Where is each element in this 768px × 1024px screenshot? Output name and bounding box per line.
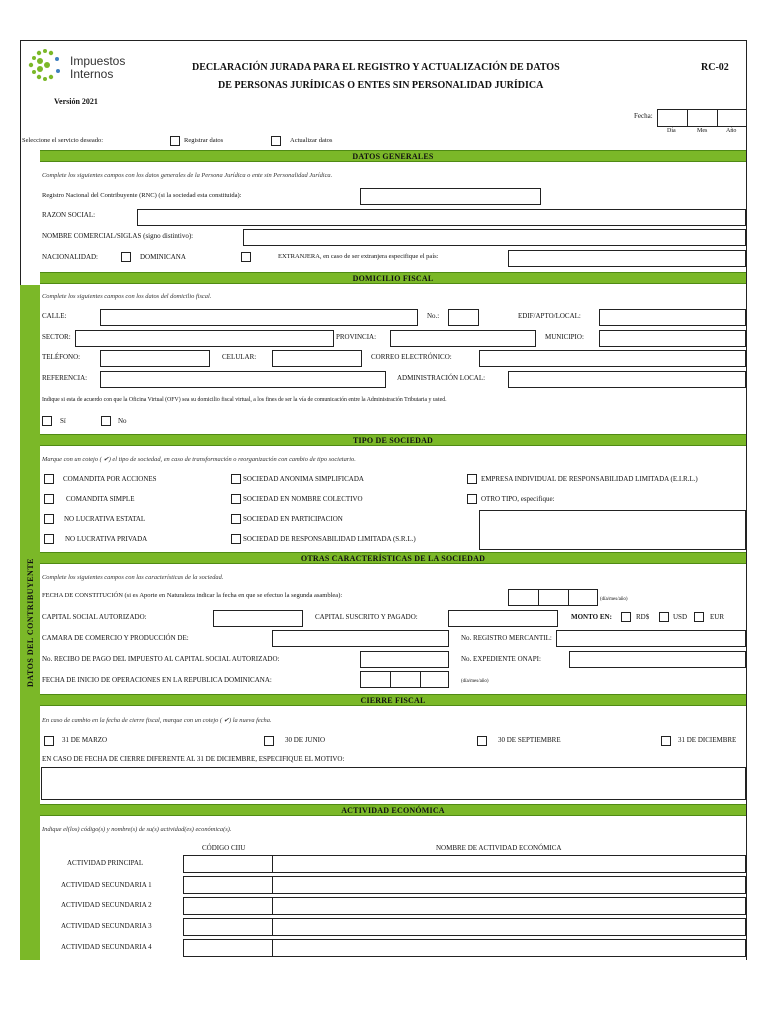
logo-line2: Internos [70, 67, 114, 81]
recibo-label: No. RECIBO DE PAGO DEL IMPUESTO AL CAPITAL SOCIAL AUTORIZADO: [42, 655, 280, 663]
rnc-input[interactable] [360, 188, 541, 205]
actividad-row-label: ACTIVIDAD SECUNDARIA 4 [61, 943, 152, 951]
fecha-mes-input[interactable] [687, 109, 718, 127]
monto-en-label: MONTO EN: [571, 613, 612, 621]
recibo-input[interactable] [360, 651, 449, 668]
cierre-marzo-checkbox[interactable] [44, 736, 54, 746]
cierre-septiembre-checkbox[interactable] [477, 736, 487, 746]
dominicana-checkbox[interactable] [121, 252, 131, 262]
provincia-label: PROVINCIA: [336, 333, 377, 341]
motivo-label: EN CASO DE FECHA DE CIERRE DIFERENTE AL 31 DE DICIEMBRE, ESPECIFIQUE EL MOTIVO: [42, 755, 345, 763]
nombre-comercial-label: NOMBRE COMERCIAL/SIGLAS (signo distintivo): [42, 232, 194, 240]
expediente-label: No. EXPEDIENTE ONAPI: [461, 655, 541, 663]
actividad-row-label: ACTIVIDAD SECUNDARIA 2 [61, 901, 152, 909]
form-title-line2: DE PERSONAS JURÍDICAS O ENTES SIN PERSONALIDAD JURÍDICA [218, 80, 544, 91]
extranjera-checkbox[interactable] [241, 252, 251, 262]
snc-label: SOCIEDAD EN NOMBRE COLECTIVO [243, 495, 363, 503]
referencia-label: REFERENCIA: [42, 374, 88, 382]
dominicana-label: DOMINICANA [140, 253, 186, 261]
correo-input[interactable] [479, 350, 746, 367]
municipio-input[interactable] [599, 330, 746, 347]
edif-label: EDIF/APTO/LOCAL: [518, 312, 581, 320]
actividad-secundaria3-nombre-input[interactable] [272, 918, 746, 936]
cierre-note: En caso de cambio en la fecha de cierre fiscal, marque con un cotejo ( ✔) la nueva fecha. [42, 717, 272, 724]
motivo-input[interactable] [41, 767, 746, 800]
comandita-simple-checkbox[interactable] [44, 494, 54, 504]
sector-input[interactable] [75, 330, 334, 347]
cierre-junio-label: 30 DE JUNIO [285, 736, 326, 744]
fecha-label: Fecha: [634, 112, 653, 120]
srl-label: SOCIEDAD DE RESPONSABILIDAD LIMITADA (S.R.L.) [243, 535, 416, 543]
extranjera-label: EXTRANJERA, en caso de ser extranjera especifique el país: [278, 253, 439, 260]
correo-label: CORREO ELECTRÓNICO: [371, 353, 452, 361]
razon-social-input[interactable] [137, 209, 746, 226]
comandita-acciones-checkbox[interactable] [44, 474, 54, 484]
tipo-sociedad-header: TIPO DE SOCIEDAD [40, 434, 746, 446]
comandita-simple-label: COMANDITA SIMPLE [66, 495, 135, 503]
srl-checkbox[interactable] [231, 534, 241, 544]
datos-generales-note: Complete los siguientes campos con los datos generales de la Persona Jurídica o ente sin Personalidad Jurídica. [42, 172, 333, 179]
registro-mercantil-label: No. REGISTRO MERCANTIL: [461, 634, 552, 642]
no-lucrativa-privada-label: NO LUCRATIVA PRIVADA [65, 535, 148, 543]
camara-label: CAMARA DE COMERCIO Y PRODUCCIÓN DE: [42, 634, 189, 642]
registro-mercantil-input[interactable] [556, 630, 746, 647]
actividad-principal-codigo-input[interactable] [183, 855, 273, 873]
snc-checkbox[interactable] [231, 494, 241, 504]
codigo-ciiu-header: CÓDIGO CIIU [202, 844, 246, 852]
sas-label: SOCIEDAD ANONIMA SIMPLIFICADA [243, 475, 364, 483]
capital-suscrito-input[interactable] [448, 610, 558, 627]
otras-note: Complete los siguientes campos con las características de la sociedad. [42, 574, 224, 581]
registrar-checkbox[interactable] [170, 136, 180, 146]
razon-social-label: RAZON SOCIAL: [42, 211, 96, 219]
fecha-dia-input[interactable] [657, 109, 688, 127]
actividad-row-label: ACTIVIDAD SECUNDARIA 3 [61, 922, 152, 930]
actividad-principal-nombre-input[interactable] [272, 855, 746, 873]
cierre-marzo-label: 31 DE MARZO [62, 736, 108, 744]
celular-input[interactable] [272, 350, 362, 367]
usd-checkbox[interactable] [659, 612, 669, 622]
anio-label: Año [726, 128, 737, 134]
form-code: RC-02 [701, 62, 729, 73]
otro-tipo-checkbox[interactable] [467, 494, 477, 504]
admin-local-input[interactable] [508, 371, 746, 388]
dia-label: Día [667, 128, 676, 134]
datos-generales-header: DATOS GENERALES [40, 150, 746, 162]
inicio-operaciones-input[interactable] [360, 671, 449, 688]
actualizar-checkbox[interactable] [271, 136, 281, 146]
logo [27, 48, 67, 84]
eirl-label: EMPRESA INDIVIDUAL DE RESPONSABILIDAD LIMITADA (E.I.R.L.) [481, 475, 698, 483]
sector-label: SECTOR: [42, 333, 71, 341]
ofv-no-checkbox[interactable] [101, 416, 111, 426]
actividad-secundaria1-nombre-input[interactable] [272, 876, 746, 894]
rnc-label: Registro Nacional del Contribuyente (RNC) (si la sociedad esta constituida): [42, 192, 242, 199]
sun-logo-icon [27, 48, 67, 84]
admin-local-label: ADMINISTRACIÓN LOCAL: [397, 374, 486, 382]
domicilio-note: Complete los siguientes campos con los datos del domicilio fiscal. [42, 293, 212, 300]
eur-checkbox[interactable] [694, 612, 704, 622]
registrar-label: Registrar datos [184, 137, 224, 144]
telefono-input[interactable] [100, 350, 210, 367]
rds-label: RD$ [636, 613, 650, 621]
municipio-label: MUNICIPIO: [545, 333, 584, 341]
fecha-anio-input[interactable] [717, 109, 747, 127]
edif-input[interactable] [599, 309, 746, 326]
mes-label: Mes [697, 128, 708, 134]
actualizar-label: Actualizar datos [290, 137, 333, 144]
actividad-secundaria4-nombre-input[interactable] [272, 939, 746, 957]
actividad-note: Indique el(los) código(s) y nombre(s) de su(s) actividad(es) económica(s). [42, 826, 232, 833]
version: Versión 2021 [54, 97, 98, 106]
cierre-diciembre-label: 31 DE DICIEMBRE [678, 736, 737, 744]
logo-line1: Impuestos [70, 54, 126, 68]
fecha-constitucion-input[interactable] [508, 589, 598, 606]
referencia-input[interactable] [100, 371, 386, 388]
cierre-junio-checkbox[interactable] [264, 736, 274, 746]
capital-suscrito-label: CAPITAL SUSCRITO Y PAGADO: [315, 613, 418, 621]
numero-label: No.: [427, 312, 440, 320]
actividad-row-label: ACTIVIDAD SECUNDARIA 1 [61, 881, 152, 889]
actividad-economica-header: ACTIVIDAD ECONÓMICA [40, 804, 746, 816]
actividad-secundaria2-codigo-input[interactable] [183, 897, 273, 915]
numero-input[interactable] [448, 309, 479, 326]
nombre-comercial-input[interactable] [243, 229, 746, 246]
telefono-label: TELÉFONO: [42, 353, 81, 361]
actividad-row-label: ACTIVIDAD PRINCIPAL [67, 859, 144, 867]
provincia-input[interactable] [390, 330, 536, 347]
inicio-operaciones-hint: (día/mes/año) [461, 679, 489, 684]
cierre-septiembre-label: 30 DE SEPTIEMBRE [498, 736, 561, 744]
otras-caracteristicas-header: OTRAS CARACTERÍSTICAS DE LA SOCIEDAD [40, 552, 746, 564]
domicilio-fiscal-header: DOMICILIO FISCAL [40, 272, 746, 284]
actividad-secundaria4-codigo-input[interactable] [183, 939, 273, 957]
actividad-secundaria3-codigo-input[interactable] [183, 918, 273, 936]
participacion-checkbox[interactable] [231, 514, 241, 524]
participacion-label: SOCIEDAD EN PARTICIPACION [243, 515, 343, 523]
celular-label: CELULAR: [222, 353, 257, 361]
side-label: DATOS DEL CONTRIBUYENTE [25, 557, 35, 688]
capital-autorizado-input[interactable] [213, 610, 303, 627]
cierre-fiscal-header: CIERRE FISCAL [40, 694, 746, 706]
no-lucrativa-privada-checkbox[interactable] [44, 534, 54, 544]
inicio-operaciones-label: FECHA DE INICIO DE OPERACIONES EN LA REPUBLICA DOMINICANA: [42, 676, 272, 684]
ofv-si-checkbox[interactable] [42, 416, 52, 426]
nacionalidad-label: NACIONALIDAD: [42, 253, 98, 261]
capital-autorizado-label: CAPITAL SOCIAL AUTORIZADO: [42, 613, 147, 621]
expediente-input[interactable] [569, 651, 746, 668]
otro-tipo-input[interactable] [479, 510, 746, 550]
sas-checkbox[interactable] [231, 474, 241, 484]
actividad-secundaria2-nombre-input[interactable] [272, 897, 746, 915]
ofv-no-label: No [118, 417, 127, 425]
camara-input[interactable] [272, 630, 449, 647]
form-title-line1: DECLARACIÓN JURADA PARA EL REGISTRO Y ACTUALIZACIÓN DE DATOS [192, 62, 560, 73]
eur-label: EUR [710, 613, 724, 621]
service-label: Seleccione el servicio deseado: [22, 137, 104, 144]
otro-tipo-label: OTRO TIPO, especifique: [481, 495, 555, 503]
no-lucrativa-estatal-checkbox[interactable] [44, 514, 54, 524]
usd-label: USD [673, 613, 688, 621]
ofv-si-label: Sí [60, 417, 66, 425]
eirl-checkbox[interactable] [467, 474, 477, 484]
ofv-text: Indique si esta de acuerdo con que la Oficina Virtual (OFV) sea su domicilio fiscal virtual, a los fines de ser la vía de comunicación entre la Administración Tributaria y usted. [42, 397, 447, 403]
nombre-actividad-header: NOMBRE DE ACTIVIDAD ECONÓMICA [436, 844, 562, 852]
calle-input[interactable] [100, 309, 418, 326]
rds-checkbox[interactable] [621, 612, 631, 622]
comandita-acciones-label: COMANDITA POR ACCIONES [63, 475, 157, 483]
no-lucrativa-estatal-label: NO LUCRATIVA ESTATAL [64, 515, 146, 523]
tipo-sociedad-note: Marque con un cotejo ( ✔) el tipo de sociedad, en caso de transformación o reorganización con cambio de tipo societario. [42, 456, 356, 463]
actividad-secundaria1-codigo-input[interactable] [183, 876, 273, 894]
pais-input[interactable] [508, 250, 746, 267]
cierre-diciembre-checkbox[interactable] [661, 736, 671, 746]
calle-label: CALLE: [42, 312, 67, 320]
fecha-constitucion-label: FECHA DE CONSTITUCIÓN (si es Aporte en Naturaleza indicar la fecha en que se efectuo la segunda asamblea): [42, 592, 343, 599]
fecha-constitucion-hint: (día/mes/año) [600, 597, 628, 602]
